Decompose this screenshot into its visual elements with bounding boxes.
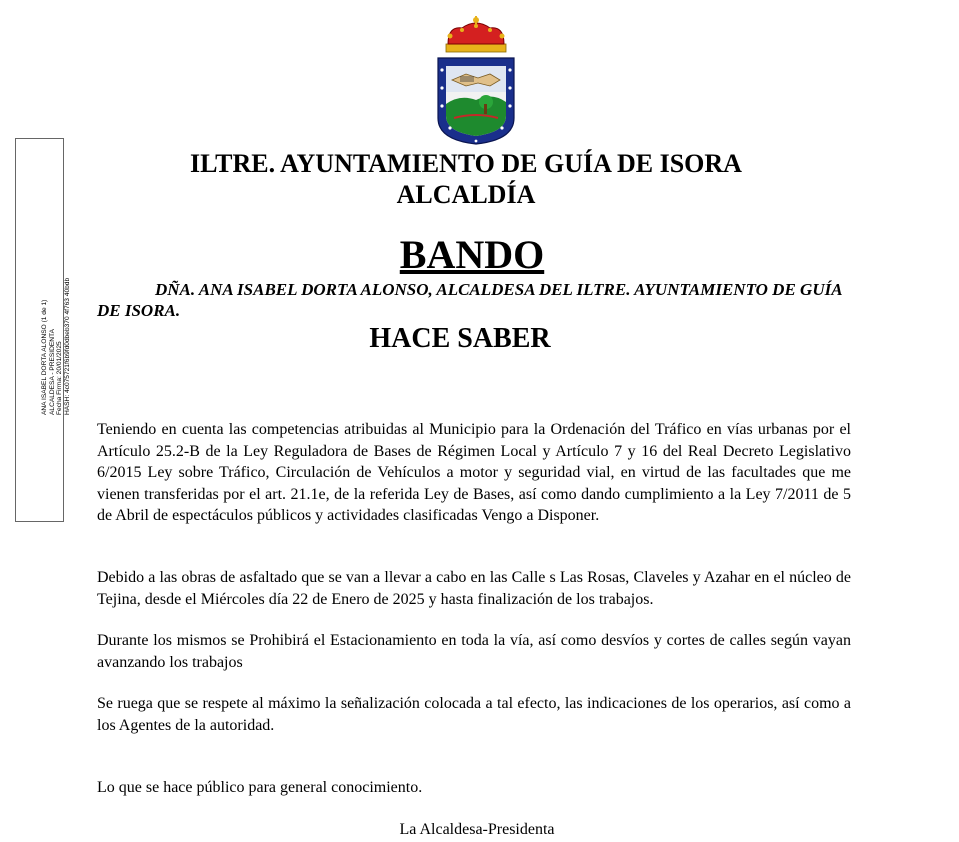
department-title: ALCALDÍA bbox=[396, 180, 536, 209]
paragraph-senalizacion: Se ruega que se respete al máximo la señalización colocada a tal efecto, las indicaciones de los operarios, así como a los Agentes de la autoridad. bbox=[97, 695, 851, 734]
document-type-heading: BANDO bbox=[399, 232, 545, 277]
signature-stamp bbox=[15, 138, 71, 522]
institution-title: ILTRE. AYUNTAMIENTO DE GUÍA DE ISORA bbox=[190, 149, 742, 178]
paragraph-conocimiento: Lo que se hace público para general conocimiento. bbox=[97, 779, 423, 796]
paragraph-prohibicion: Durante los mismos se Prohibirá el Estacionamiento en toda la vía, así como desvíos y cortes de calles según vayan avanzando los trabajos bbox=[97, 632, 851, 671]
stamp-line-hash: HASH: 4c075721f6b9fd0dbeb370 4f763 40bdb bbox=[63, 277, 71, 415]
hace-saber-heading: HACE SABER bbox=[369, 323, 551, 354]
stamp-line-signer: ANA ISABEL DORTA ALONSO (1 de 1) bbox=[41, 299, 48, 415]
issuer-line: DÑA. ANA ISABEL DORTA ALONSO, ALCALDESA DEL ILTRE. AYUNTAMIENTO DE GUÍA DE ISORA. bbox=[97, 280, 842, 320]
paragraph-competencias: Teniendo en cuenta las competencias atribuidas al Municipio para la Ordenación del Tráfico en vías urbanas por el Artículo 25.2-B de la Ley Reguladora de Bases de Régimen Local y Artículo 7 y 16 del Real Decreto Legislativo 6/2015 Ley sobre Tráfico, Circulación de Vehículos a motor y seguridad vial, en virtud de las facultades que me vienen transferidas por el art. 21.1e, de la referida Ley de Bases, así como dando cumplimiento a la Ley 7/2011 de 5 de Abril de espectáculos públicos y actividades clasificadas Vengo a Disponer. bbox=[97, 421, 851, 524]
stamp-line-date: Fecha Firma: 20/01/2025 bbox=[56, 341, 64, 415]
shield-icon bbox=[438, 58, 514, 144]
paragraph-obras: Debido a las obras de asfaltado que se van a llevar a cabo en las Calle s Las Rosas, Claveles y Azahar en el núcleo de Tejina, desde el Miércoles día 22 de Enero de 2025 y hasta finalización de los trabajos. bbox=[97, 569, 851, 608]
coat-of-arms-icon bbox=[434, 14, 518, 146]
signature-stamp-text bbox=[41, 139, 71, 523]
stamp-line-role: ALCALDESA - PRESIDENTA bbox=[48, 329, 56, 415]
signature-title: La Alcaldesa-Presidenta bbox=[399, 821, 555, 838]
crown-icon bbox=[446, 16, 506, 52]
